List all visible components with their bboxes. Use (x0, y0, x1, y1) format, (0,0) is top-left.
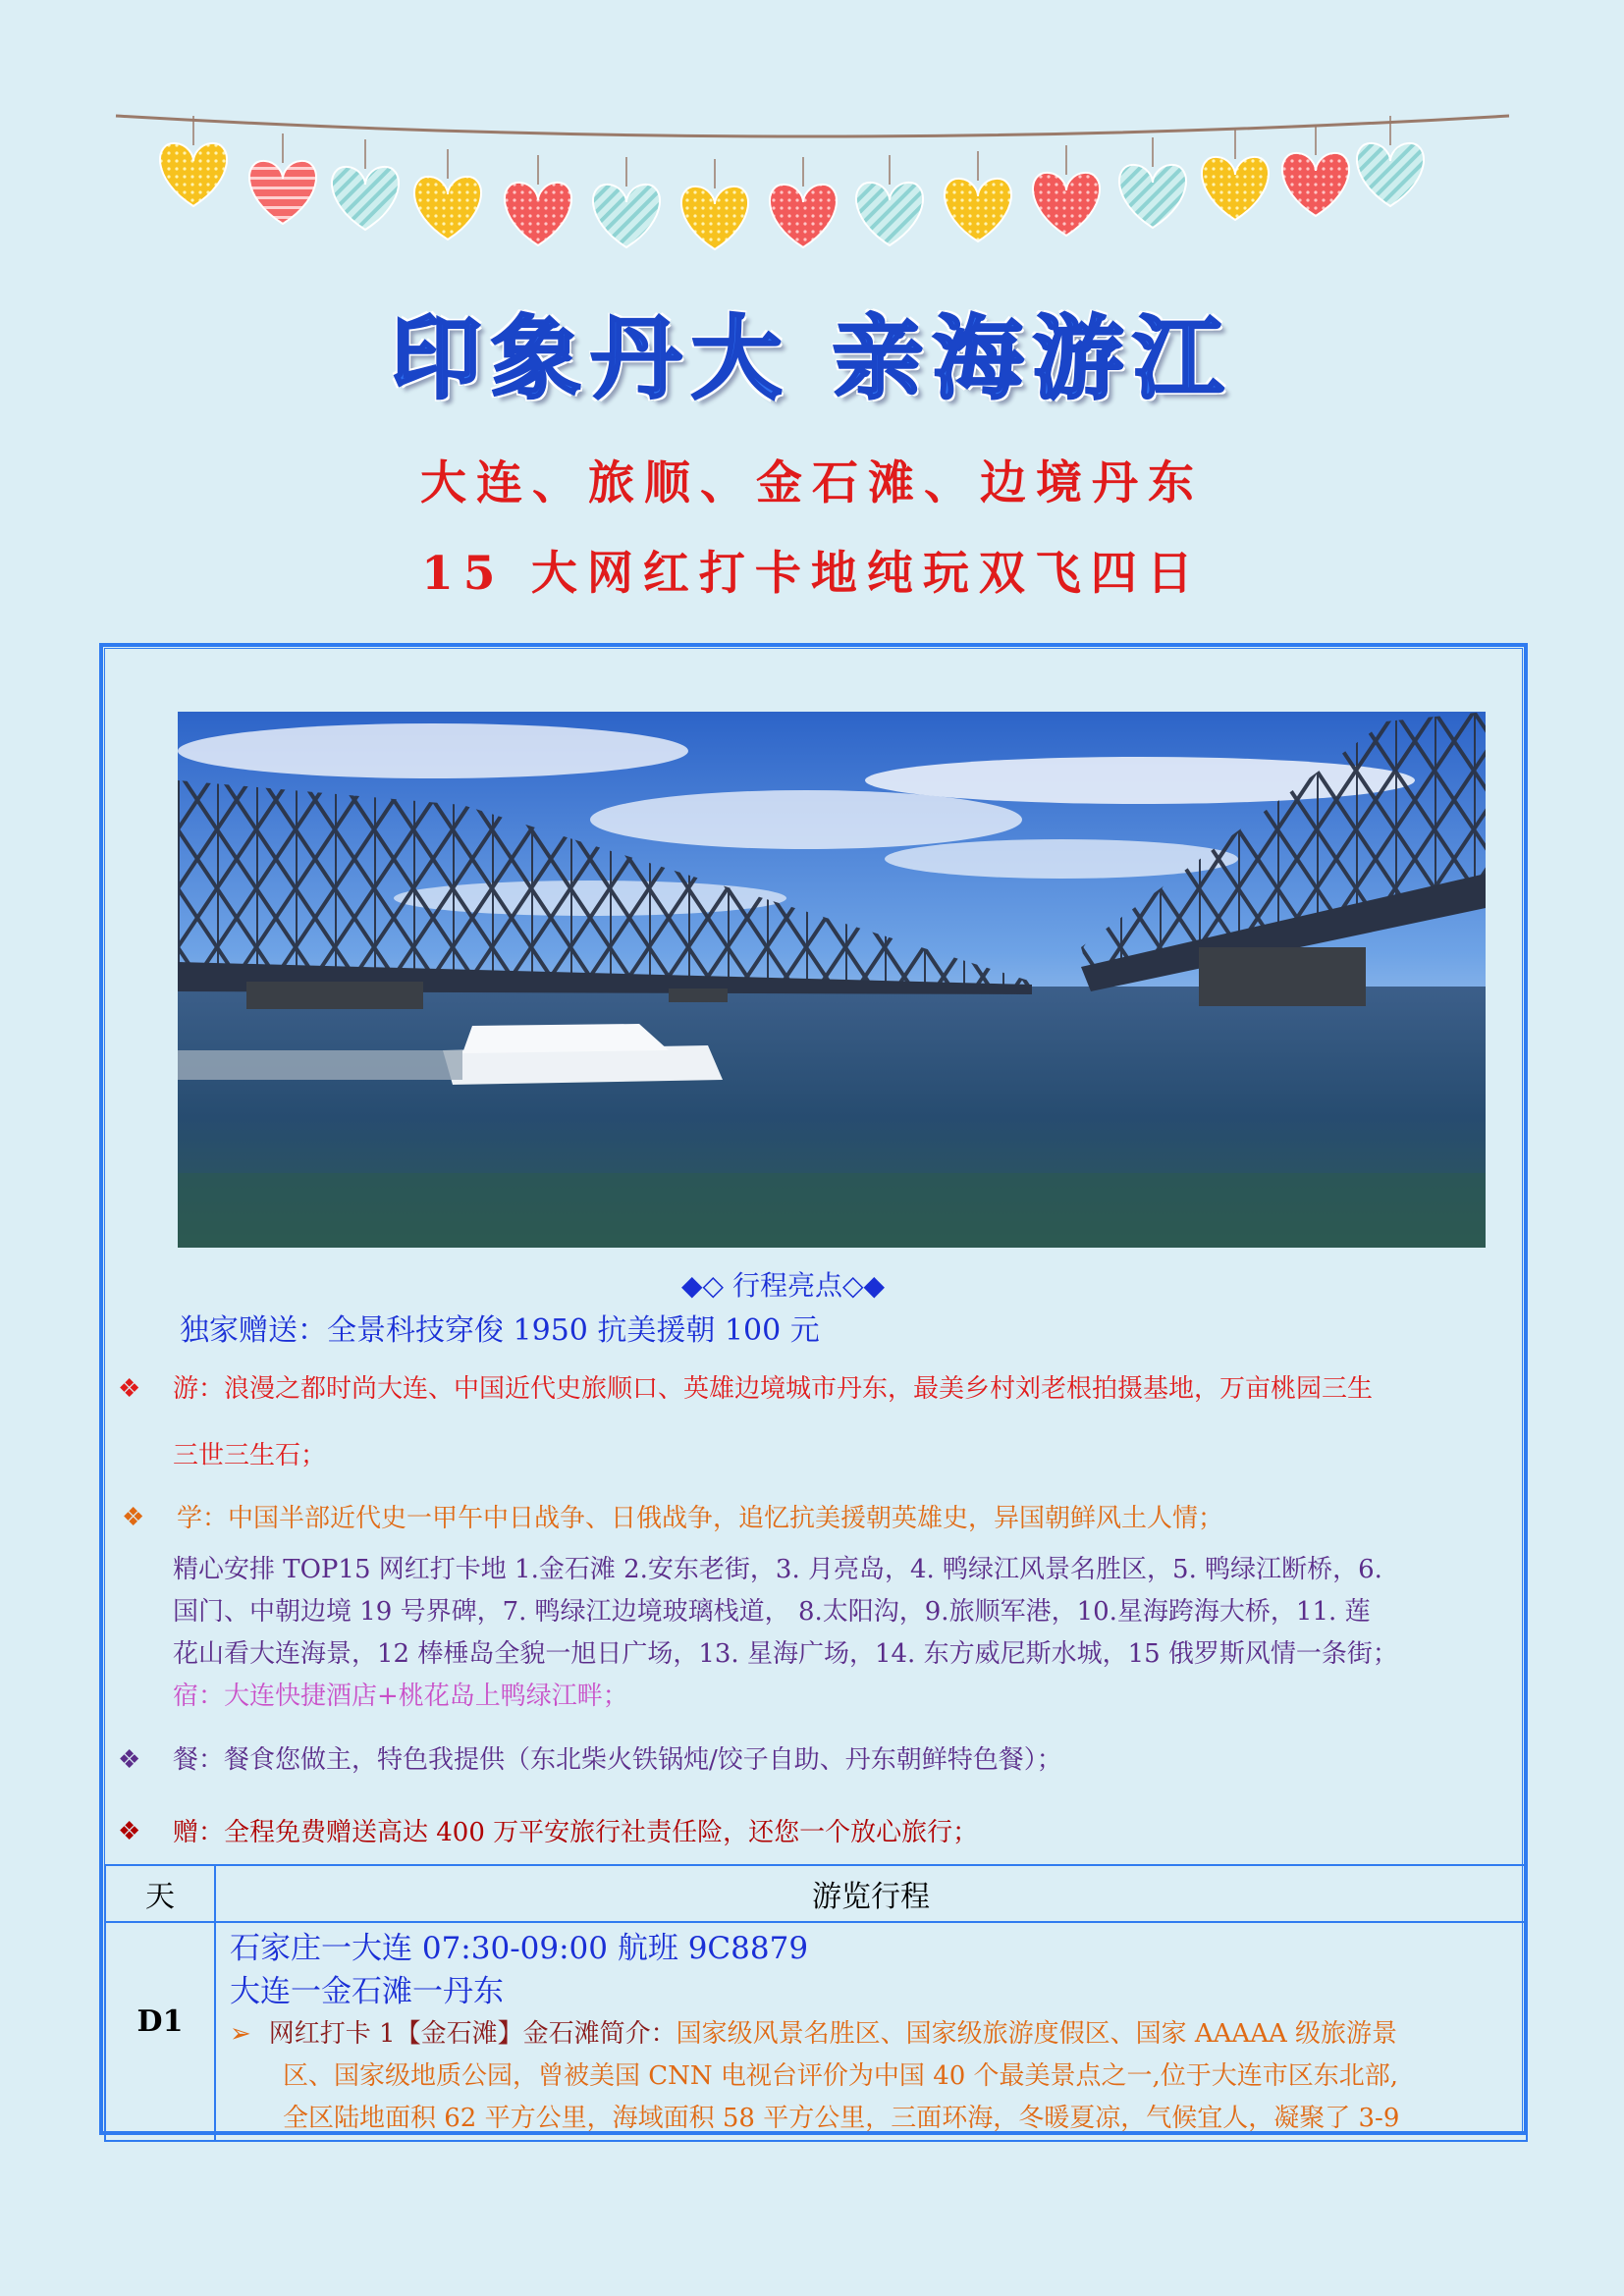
heart-icon (1033, 173, 1100, 236)
you-text-line1: 游：浪漫之都时尚大连、中国近代史旅顺口、英雄边境城市丹东，最美乡村刘老根拍摄基地，万亩桃园三生 (173, 1374, 1374, 1404)
route-subtitle: 大连、旅顺、金石滩、边境丹东 (420, 456, 1204, 510)
diamond-bullet-icon: ❖ (118, 1374, 141, 1404)
spot-line3: 全区陆地面积 62 平方公里，海域面积 58 平方公里，三面环海，冬暖夏凉，气候宜人，凝聚了 3-9 (283, 2104, 1400, 2133)
heart-icon (414, 177, 481, 240)
arrow-bullet-icon: ➢ (230, 2019, 251, 2049)
day-label: D1 (105, 1922, 215, 2141)
diamond-bullet-icon: ❖ (122, 1503, 145, 1532)
heart-icon (505, 183, 571, 245)
page-title: 印象丹大 亲海游江 (390, 306, 1234, 411)
top15-line1: 精心安排 TOP15 网红打卡地 1.金石滩 2.安东老街，3. 月亮岛，4. 鸭绿江风景名胜区，5. 鸭绿江断桥，6. (173, 1555, 1382, 1584)
heart-icon (249, 161, 316, 224)
header-plan: 游览行程 (215, 1865, 1527, 1922)
diamond-bullet-icon: ❖ (118, 1817, 141, 1846)
table-row (105, 1922, 1527, 2141)
diamond-bullet-icon: ❖ (118, 1745, 141, 1775)
heart-icon (593, 185, 660, 247)
route-line: 大连一金石滩一丹东 (230, 1974, 504, 2009)
insurance-line: 赠：全程免费赠送高达 400 万平安旅行社责任险，还您一个放心旅行； (173, 1818, 979, 1847)
heart-icon (945, 179, 1011, 241)
tour-subtitle: 15 大网红打卡地纯玩双飞四日 (421, 547, 1203, 601)
heart-garland (0, 0, 1624, 255)
stay-line: 宿：大连快捷酒店+桃花岛上鸭绿江畔； (173, 1682, 628, 1711)
spot-intro: 国家级风景名胜区、国家级旅游度假区、国家 AAAAA 级旅游景 (676, 2019, 1398, 2049)
highlights-heading: ◆◇ 行程亮点◇◆ (681, 1269, 886, 1302)
top15-line3: 花山看大连海景，12 棒棰岛全貌一旭日广场，13. 星海广场，14. 东方威尼斯水城，15 俄罗斯风情一条街； (173, 1639, 1398, 1669)
food-line: 餐：餐食您做主，特色我提供（东北柴火铁锅炖/饺子自助、丹东朝鲜特色餐）； (173, 1745, 1062, 1775)
top15-line2: 国门、中朝边境 19 号界碑，7. 鸭绿江边境玻璃栈道， 8.太阳沟，9.旅顺军港，10.星海跨海大桥，11. 莲 (173, 1597, 1371, 1627)
heart-icon (160, 143, 227, 206)
itinerary-table (104, 1864, 1528, 2142)
heart-icon (770, 185, 837, 247)
heart-icon (856, 183, 923, 245)
yalu-river-bridge-photo (178, 712, 1486, 1248)
you-text-line2: 三世三生石； (173, 1441, 327, 1470)
header-day: 天 (105, 1865, 215, 1922)
heart-icon (681, 187, 748, 249)
heart-icon (1202, 157, 1269, 220)
heart-icon (1357, 143, 1424, 206)
xue-text: 学：中国半部近代史一甲午中日战争、日俄战争，追忆抗美援朝英雄史，异国朝鲜风土人情； (177, 1504, 1224, 1533)
spot-lead: 网红打卡 1【金石滩】金石滩简介： (268, 2019, 677, 2049)
spot-line2: 区、国家级地质公园，曾被美国 CNN 电视台评价为中国 40 个最美景点之一,位于大连市区东北部, (283, 2061, 1399, 2091)
flight-line: 石家庄一大连 07:30-09:00 航班 9C8879 (230, 1931, 809, 1966)
heart-icon (1119, 165, 1186, 228)
gift-line: 独家赠送：全景科技穿俊 1950 抗美援朝 100 元 (180, 1313, 820, 1348)
heart-icon (1282, 153, 1349, 216)
heart-icon (332, 167, 399, 230)
